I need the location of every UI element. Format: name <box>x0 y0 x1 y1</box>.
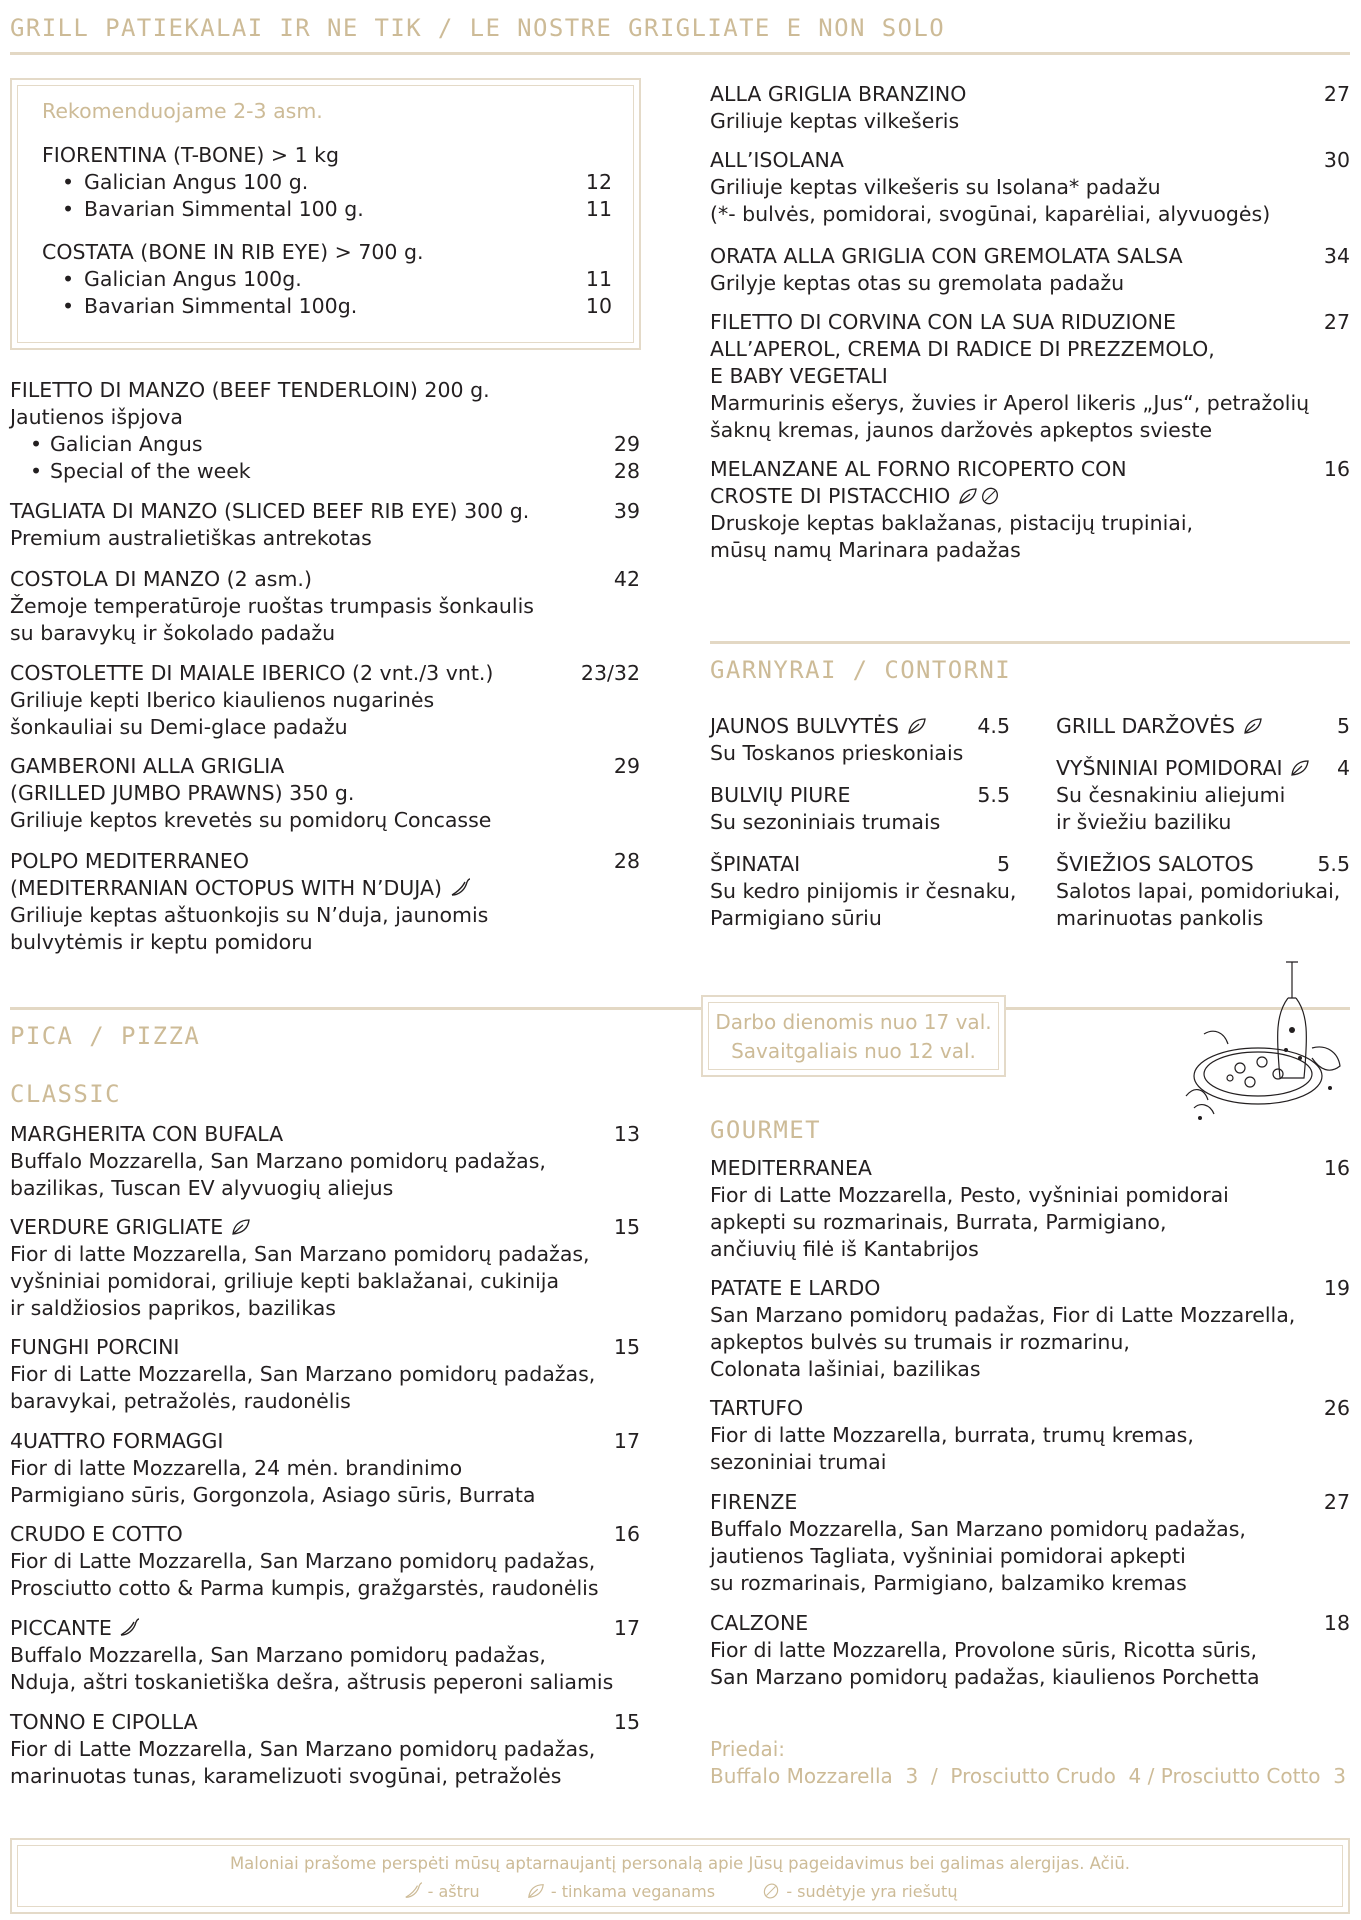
item-price: 11 <box>585 267 612 291</box>
item-name: BULVIŲ PIURE <box>710 783 851 807</box>
item-description: ančiuvių filė iš Kantabrijos <box>710 1237 979 1261</box>
item-name: PATATE E LARDO <box>710 1276 881 1300</box>
item-description: šonkauliai su Demi-glace padažu <box>10 715 348 739</box>
chili-icon <box>118 1618 140 1638</box>
pizza-item <box>10 1121 640 1202</box>
item-name: MARGHERITA CON BUFALA <box>10 1122 284 1146</box>
pizza-extras <box>710 1736 1350 1790</box>
item-name: PICCANTE <box>10 1616 112 1640</box>
vegan-leaf-icon <box>526 1882 546 1900</box>
extras-label: Priedai: <box>710 1737 786 1761</box>
item-price: 10 <box>585 294 612 318</box>
item-description: Colonata lašiniai, bazilikas <box>710 1357 981 1381</box>
pizza-item <box>10 1214 640 1322</box>
opening-hours: Darbo dienomis nuo 17 val. Savaitgaliais nuo 12 val. <box>715 1010 992 1063</box>
item-price: 5 <box>996 852 1010 876</box>
item-price: 16 <box>1323 1156 1350 1180</box>
item-description: San Marzano pomidorų padažas, Fior di Latte Mozzarella, <box>710 1303 1296 1327</box>
garnish-section-title: GARNYRAI / CONTORNI <box>710 656 1012 684</box>
item-description: Griliuje keptas vilkešeris su Isolana* padažu <box>710 175 1161 199</box>
item-description: Fior di Latte Mozzarella, San Marzano pomidorų padažas, <box>10 1549 596 1573</box>
item-description: sezoniniai trumai <box>710 1450 887 1474</box>
item-description: Fior di Latte Mozzarella, Pesto, vyšniniai pomidorai <box>710 1183 1229 1207</box>
legend-spicy: - aštru <box>427 1882 480 1901</box>
item-description: mūsų namų Marinara padažas <box>710 538 1021 562</box>
item-description: Griliuje keptas aštuonkojis su N’duja, jaunomis <box>10 903 489 927</box>
pizza-item <box>10 1709 640 1790</box>
vegan-leaf-icon <box>1242 716 1264 736</box>
item-description: jautienos Tagliata, vyšniniai pomidorai apkepti <box>710 1544 1186 1568</box>
item-name: FUNGHI PORCINI <box>10 1335 180 1359</box>
item-name: CROSTE DI PISTACCHIO <box>710 484 951 508</box>
item-description: marinuotas tunas, karamelizuoti svogūnai, petražolės <box>10 1764 562 1788</box>
item-price: 27 <box>1323 310 1350 334</box>
item-price: 13 <box>613 1122 640 1146</box>
menu-item-costola <box>10 566 640 647</box>
item-name: E BABY VEGETALI <box>710 364 888 388</box>
section-divider <box>710 641 1350 644</box>
item-option: • Bavarian Simmental 100g. 10 <box>42 293 612 320</box>
item-description: (*- bulvės, pomidorai, svogūnai, kaparėliai, alyvuogės) <box>710 202 1271 226</box>
item-description: vyšniniai pomidorai, griliuje kepti baklažanai, cukinija <box>10 1269 560 1293</box>
item-name: FILETTO DI CORVINA CON LA SUA RIDUZIONE <box>710 310 1176 334</box>
menu-item-filetto <box>10 377 640 485</box>
section-divider <box>10 1007 1350 1010</box>
menu-item-polpo <box>10 848 640 956</box>
item-name: ALL’ISOLANA <box>710 148 844 172</box>
chili-icon <box>403 1882 423 1900</box>
item-name: FIORENTINA (T-BONE) > 1 kg <box>42 143 340 167</box>
item-name: CALZONE <box>710 1611 809 1635</box>
vegan-nuts-icon <box>957 486 1001 506</box>
item-price: 15 <box>613 1335 640 1359</box>
grill-section-title: GRILL PATIEKALAI IR NE TIK / LE NOSTRE GRIGLIATE E NON SOLO <box>10 14 946 42</box>
item-price: 5.5 <box>977 783 1010 807</box>
item-price: 15 <box>613 1215 640 1239</box>
item-description: Salotos lapai, pomidoriukai, <box>1056 879 1341 903</box>
item-price: 19 <box>1323 1276 1350 1300</box>
item-description: Žemoje temperatūroje ruoštas trumpasis šonkaulis <box>10 594 534 618</box>
item-description: apkeptos bulvės su trumais ir rozmarinu, <box>710 1330 1130 1354</box>
item-description: bulvytėmis ir keptu pomidoru <box>10 930 313 954</box>
item-name: ŠVIEŽIOS SALOTOS <box>1056 852 1254 876</box>
pizza-item <box>10 1521 640 1602</box>
item-price: 4.5 <box>977 714 1010 738</box>
item-description: marinuotas pankolis <box>1056 906 1264 930</box>
item-name: JAUNOS BULVYTĖS <box>710 714 899 738</box>
item-price: 42 <box>613 567 640 591</box>
icon-legend <box>10 1882 1350 1901</box>
pizza-section-title: PICA / PIZZA <box>10 1022 201 1050</box>
item-description: ir šviežiu baziliku <box>1056 810 1232 834</box>
item-description: Fior di latte Mozzarella, San Marzano pomidorų padažas, <box>10 1242 590 1266</box>
item-price: 4 <box>1336 756 1350 780</box>
legend-nuts: - sudėtyje yra riešutų <box>786 1882 958 1901</box>
garnish-item <box>710 782 1010 836</box>
item-price: 5.5 <box>1317 852 1350 876</box>
vegan-leaf-icon <box>1289 758 1311 778</box>
item-name: MEDITERRANEA <box>710 1156 872 1180</box>
item-price: 16 <box>613 1522 640 1546</box>
pizza-olive-oil-illustration <box>1180 958 1350 1124</box>
item-description: Griliuje kepti Iberico kiaulienos nugarinės <box>10 688 435 712</box>
item-name: MELANZANE AL FORNO RICOPERTO CON <box>710 457 1127 481</box>
item-option: • Bavarian Simmental 100 g. 11 <box>42 196 612 223</box>
item-description: Fior di Latte Mozzarella, San Marzano pomidorų padažas, <box>10 1362 596 1386</box>
pizza-item <box>710 1155 1350 1263</box>
item-name: POLPO MEDITERRANEO <box>10 849 249 873</box>
item-description: Parmigiano sūriu <box>710 906 882 930</box>
pizza-item <box>710 1275 1350 1383</box>
item-name: GRILL DARŽOVĖS <box>1056 714 1236 738</box>
menu-item-corvina <box>710 309 1350 444</box>
vegan-leaf-icon <box>230 1217 252 1237</box>
item-description: apkepti su rozmarinais, Burrata, Parmigiano, <box>710 1210 1167 1234</box>
item-price: 27 <box>1323 1490 1350 1514</box>
item-price: 17 <box>613 1616 640 1640</box>
recommend-note: Rekomenduojame 2-3 asm. <box>42 99 323 123</box>
item-description: Su česnakiniu aliejumi <box>1056 783 1286 807</box>
garnish-item <box>710 713 1010 767</box>
allergy-notice-box <box>10 1838 1350 1914</box>
pizza-item <box>710 1489 1350 1597</box>
item-description: šaknų kremas, jaunos daržovės apkeptos svieste <box>710 418 1213 442</box>
item-price: 30 <box>1323 148 1350 172</box>
item-description: Druskoje keptas baklažanas, pistacijų trupiniai, <box>710 511 1194 535</box>
item-qty: (2 vnt./3 vnt.) <box>352 661 494 685</box>
menu-item-orata <box>710 243 1350 297</box>
item-name: ALL’APEROL, CREMA DI RADICE DI PREZZEMOLO, <box>710 337 1215 361</box>
item-description: baravykai, petražolės, raudonėlis <box>10 1389 351 1413</box>
item-price: 39 <box>613 499 640 523</box>
item-price: 12 <box>585 170 612 194</box>
item-price: 23/32 <box>580 661 640 685</box>
item-name: COSTOLETTE DI MAIALE IBERICO <box>10 661 346 685</box>
item-qty: (2 asm.) <box>226 567 312 591</box>
item-description: Prosciutto cotto & Parma kumpis, gražgarstės, raudonėlis <box>10 1576 599 1600</box>
item-price: 29 <box>613 432 640 456</box>
item-description: bazilikas, Tuscan EV alyvuogių aliejus <box>10 1176 394 1200</box>
item-description: Parmigiano sūris, Gorgonzola, Asiago sūris, Burrata <box>10 1483 536 1507</box>
pizza-item <box>10 1334 640 1415</box>
pizza-item <box>10 1428 640 1509</box>
menu-item-tagliata <box>10 498 640 552</box>
item-price: 28 <box>613 849 640 873</box>
item-name: (GRILLED JUMBO PRAWNS) 350 g. <box>10 781 355 805</box>
item-description: ir saldžiosios paprikos, bazilikas <box>10 1296 336 1320</box>
pizza-item <box>10 1615 640 1696</box>
item-price: 28 <box>613 459 640 483</box>
item-name: VERDURE GRIGLIATE <box>10 1215 224 1239</box>
menu-item-costolette <box>10 660 640 741</box>
item-name: FIRENZE <box>710 1490 798 1514</box>
item-description: Fior di latte Mozzarella, Provolone sūris, Ricotta sūris, <box>710 1638 1258 1662</box>
pizza-item <box>710 1610 1350 1691</box>
gourmet-subtitle: GOURMET <box>710 1116 821 1144</box>
item-description: Buffalo Mozzarella, San Marzano pomidorų padažas, <box>10 1149 546 1173</box>
section-divider <box>10 52 1350 55</box>
vegan-leaf-icon <box>906 716 928 736</box>
item-description: Griliuje keptas vilkešeris <box>710 109 960 133</box>
item-description: Buffalo Mozzarella, San Marzano pomidorų padažas, <box>710 1517 1246 1541</box>
chili-icon <box>449 878 471 898</box>
item-price: 29 <box>613 754 640 778</box>
item-price: 15 <box>613 1710 640 1734</box>
item-name: FILETTO DI MANZO (BEEF TENDERLOIN) 200 g. <box>10 378 490 402</box>
item-price: 18 <box>1323 1611 1350 1635</box>
item-name: ALLA GRIGLIA BRANZINO <box>710 82 967 106</box>
item-name: TARTUFO <box>710 1396 804 1420</box>
garnish-item <box>1056 755 1350 836</box>
item-description: Su Toskanos prieskoniais <box>710 741 964 765</box>
item-name: COSTOLA DI MANZO <box>10 567 221 591</box>
item-name: VYŠNINIAI POMIDORAI <box>1056 756 1283 780</box>
item-description: Fior di latte Mozzarella, burrata, trumų kremas, <box>710 1423 1194 1447</box>
item-name: (MEDITERRANIAN OCTOPUS WITH N’DUJA) <box>10 876 443 900</box>
classic-subtitle: CLASSIC <box>10 1080 121 1108</box>
item-description: su rozmarinais, Parmigiano, balzamiko kremas <box>710 1571 1187 1595</box>
garnish-item <box>1056 713 1350 740</box>
item-description: Premium australietiškas antrekotas <box>10 526 372 550</box>
item-description: Jautienos išpjova <box>10 405 183 429</box>
item-description: San Marzano pomidorų padažas, kiaulienos Porchetta <box>710 1665 1260 1689</box>
item-name: 4UATTRO FORMAGGI <box>10 1429 224 1453</box>
item-price: 16 <box>1323 457 1350 481</box>
item-price: 34 <box>1323 244 1350 268</box>
item-description: Marmurinis ešerys, žuvies ir Aperol likeris „Jus“, petražolių <box>710 391 1310 415</box>
item-price: 11 <box>585 197 612 221</box>
menu-item-gamberoni <box>10 753 640 834</box>
menu-item-melanzane <box>710 456 1350 564</box>
pizza-item <box>710 1395 1350 1476</box>
item-price: 27 <box>1323 82 1350 106</box>
item-name: GAMBERONI ALLA GRIGLIA <box>10 754 285 778</box>
item-description: Grilyje keptas otas su gremolata padažu <box>710 271 1125 295</box>
legend-vegan: - tinkama veganams <box>550 1882 716 1901</box>
item-description: Buffalo Mozzarella, San Marzano pomidorų padažas, <box>10 1643 546 1667</box>
item-name: COSTATA (BONE IN RIB EYE) > 700 g. <box>42 240 424 264</box>
nut-icon <box>761 1882 781 1900</box>
extras-list: Buffalo Mozzarella 3 / Prosciutto Crudo 4 / Prosciutto Cotto 3 <box>710 1764 1346 1788</box>
item-price: 26 <box>1323 1396 1350 1420</box>
item-price: 17 <box>613 1429 640 1453</box>
item-description: Fior di latte Mozzarella, 24 mėn. brandinimo <box>10 1456 463 1480</box>
item-option: • Galician Angus 100 g. 12 <box>42 169 612 196</box>
item-name: ORATA ALLA GRIGLIA CON GREMOLATA SALSA <box>710 244 1183 268</box>
item-name: CRUDO E COTTO <box>10 1522 183 1546</box>
menu-item-branzino <box>710 81 1350 135</box>
item-name: TONNO E CIPOLLA <box>10 1710 198 1734</box>
item-price: 5 <box>1336 714 1350 738</box>
item-description: Fior di Latte Mozzarella, San Marzano pomidorų padažas, <box>10 1737 596 1761</box>
item-description: su baravykų ir šokolado padažu <box>10 621 336 645</box>
menu-item-fiorentina <box>42 142 612 223</box>
item-name: ŠPINATAI <box>710 852 801 876</box>
item-option: • Galician Angus 100g. 11 <box>42 266 612 293</box>
garnish-item <box>710 851 1017 932</box>
item-option: • Galician Angus 29 <box>10 431 640 458</box>
menu-item-costata <box>42 239 612 320</box>
menu-item-isolana <box>710 147 1350 228</box>
garnish-item <box>1056 851 1350 932</box>
item-name: TAGLIATA DI MANZO (SLICED BEEF RIB EYE) 300 g. <box>10 499 530 523</box>
item-option: • Special of the week 28 <box>10 458 640 485</box>
item-description: Su sezoniniais trumais <box>710 810 941 834</box>
item-description: Su kedro pinijomis ir česnaku, <box>710 879 1017 903</box>
allergy-notice: Maloniai prašome perspėti mūsų aptarnaujantį personalą apie Jūsų pageidavimus bei galimas alergijas. Ačiū. <box>229 1854 1131 1873</box>
item-description: Nduja, aštri toskanietiška dešra, aštrusis peperoni saliamis <box>10 1670 614 1694</box>
item-description: Griliuje keptos krevetės su pomidorų Concasse <box>10 808 492 832</box>
